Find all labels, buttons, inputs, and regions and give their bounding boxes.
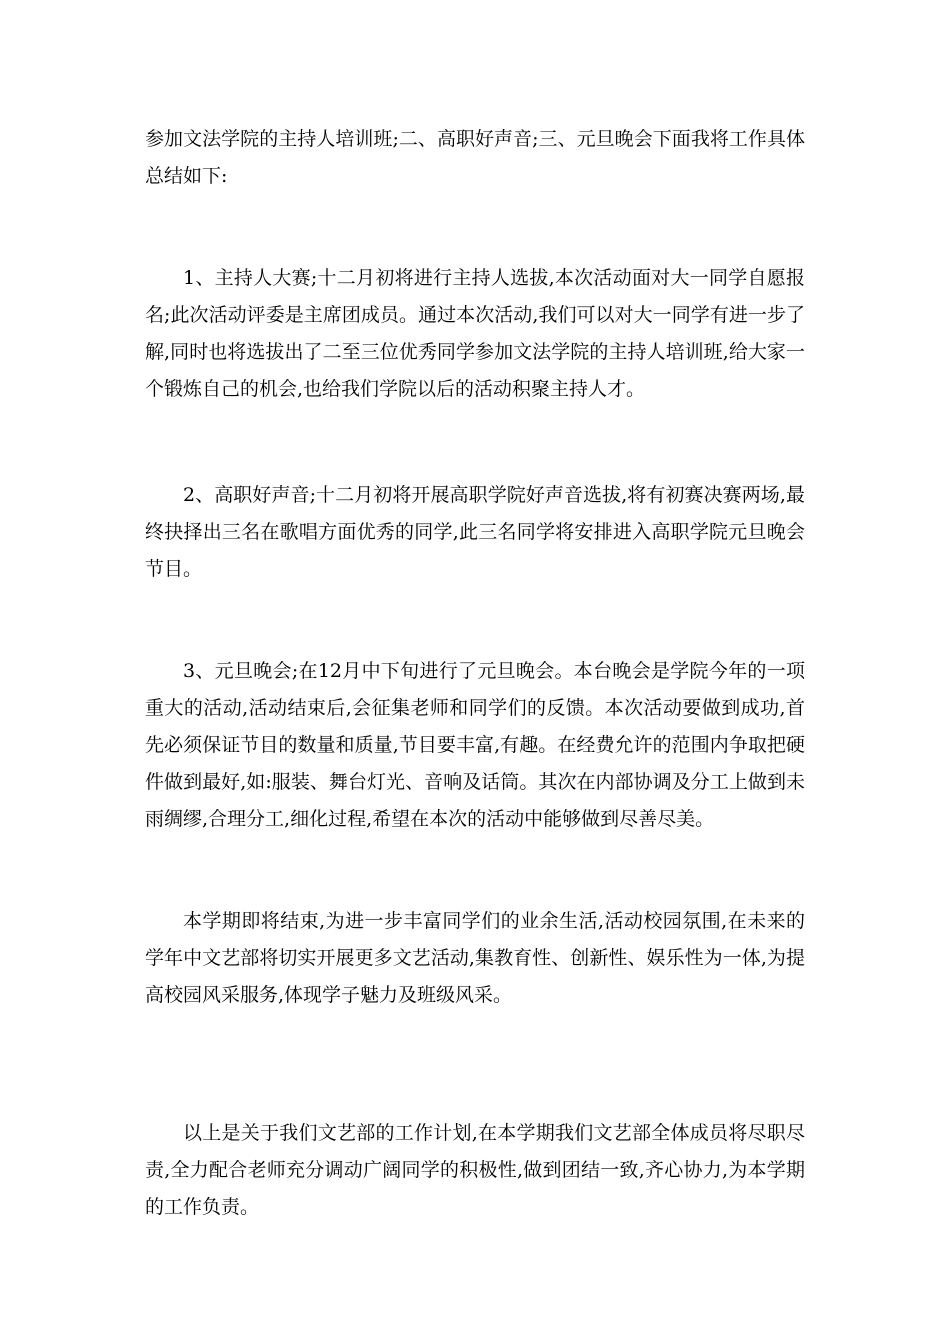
paragraph-host-contest: 1、主持人大赛;十二月初将进行主持人选拔,本次活动面对大一同学自愿报名;此次活动评委是主席团成员。通过本次活动,我们可以对大一同学有进一步了解,同时也将选拔出了二至三位优秀同学参加文法学院的主持人培训班,给大家一个锻炼自己的机会,也给我们学院以后的活动积聚主持人才。	[145, 267, 805, 400]
paragraph-intro-continuation: 参加文法学院的主持人培训班;二、高职好声音;三、元旦晚会下面我将工作具体总结如下:	[145, 128, 805, 187]
paragraph-good-voice: 2、高职好声音;十二月初将开展高职学院好声音选拔,将有初赛决赛两场,最终抉择出三名在歌唱方面优秀的同学,此三名同学将安排进入高职学院元旦晚会节目。	[145, 484, 805, 580]
paragraph-semester-outlook: 本学期即将结束,为进一步丰富同学们的业余生活,活动校园氛围,在未来的学年中文艺部将切实开展更多文艺活动,集教育性、创新性、娱乐性为一体,为提高校园风采服务,体现学子魅力及班级风采。	[145, 910, 805, 1006]
paragraph-conclusion: 以上是关于我们文艺部的工作计划,在本学期我们文艺部全体成员将尽职尽责,全力配合老师充分调动广阔同学的积极性,做到团结一致,齐心协力,为本学期的工作负责。	[145, 1122, 805, 1218]
paragraph-new-year-gala: 3、元旦晚会;在12月中下旬进行了元旦晚会。本台晚会是学院今年的一项重大的活动,活动结束后,会征集老师和同学们的反馈。本次活动要做到成功,首先必须保证节目的数量和质量,节目要丰富,有趣。在经费允许的范围内争取把硬件做到最好,如:服装、舞台灯光、音响及话筒。其次在内部协调及分工上做到未雨绸缪,合理分工,细化过程,希望在本次的活动中能够做到尽善尽美。	[145, 660, 805, 830]
